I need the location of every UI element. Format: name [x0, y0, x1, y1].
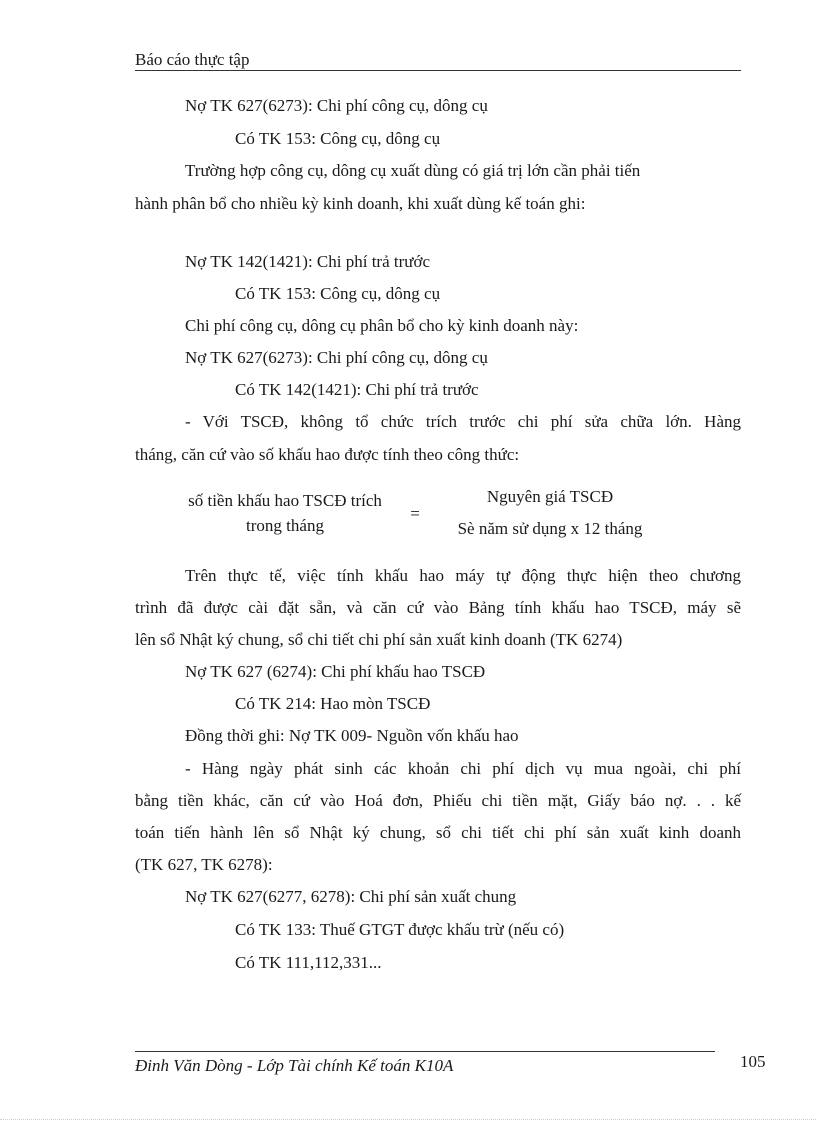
page-header-title: Báo cáo thực tập	[135, 50, 250, 69]
paragraph-line: tháng, căn cứ vào số khấu hao được tính theo công thức:	[135, 445, 520, 464]
paragraph-line: hành phân bổ cho nhiều kỳ kinh doanh, khi xuất dùng kế toán ghi:	[135, 194, 586, 213]
entry-credit-153: Có TK 153: Công cụ, dông cụ	[235, 129, 441, 148]
entry-debit-627-6277-6278: Nợ TK 627(6277, 6278): Chi phí sản xuất chung	[185, 887, 517, 906]
entry-credit-133: Có TK 133: Thuế GTGT được khấu trừ (nếu có)	[235, 920, 565, 939]
entry-credit-111-112-331: Có TK 111,112,331...	[235, 953, 382, 972]
entry-credit-153: Có TK 153: Công cụ, dông cụ	[235, 284, 441, 303]
formula-equals-sign: =	[410, 504, 420, 523]
entry-memo-009: Đồng thời ghi: Nợ TK 009- Nguồn vốn khấu hao	[185, 726, 519, 745]
paragraph-line: Chi phí công cụ, dông cụ phân bổ cho kỳ kinh doanh này:	[185, 316, 579, 335]
formula-denominator: Sè năm sử dụng x 12 tháng	[457, 519, 643, 538]
paragraph-line: - Hàng ngày phát sinh các khoản chi phí dịch vụ mua ngoài, chi phí	[185, 759, 741, 778]
entry-debit-627-6274: Nợ TK 627 (6274): Chi phí khấu hao TSCĐ	[185, 662, 486, 681]
paragraph-line: Trên thực tế, việc tính khấu hao máy tự động thực hiện theo chương	[185, 566, 741, 585]
paragraph-line: bằng tiền khác, căn cứ vào Hoá đơn, Phiếu chi tiền mặt, Giấy báo nợ. . . kế	[135, 791, 741, 810]
formula-numerator: Nguyên giá TSCĐ	[486, 487, 614, 506]
entry-debit-627-6273: Nợ TK 627(6273): Chi phí công cụ, dông cụ	[185, 348, 488, 367]
page-number: 105	[740, 1052, 766, 1071]
formula-left-line: số tiền khấu hao TSCĐ trích	[188, 491, 382, 510]
header-rule	[135, 70, 741, 71]
entry-debit-627-6273: Nợ TK 627(6273): Chi phí công cụ, dông cụ	[185, 96, 488, 115]
entry-debit-142-1421: Nợ TK 142(1421): Chi phí trả trước	[185, 252, 431, 271]
footer-rule	[135, 1051, 715, 1052]
paragraph-line: - Với TSCĐ, không tổ chức trích trước chi phí sửa chữa lớn. Hàng	[185, 412, 741, 431]
paragraph-line: (TK 627, TK 6278):	[135, 855, 273, 874]
page-edge-dotted-line	[0, 1119, 816, 1120]
formula-left-line: trong tháng	[246, 516, 324, 535]
paragraph-line: trình đã được cài đặt sẵn, và căn cứ vào Bảng tính khấu hao TSCĐ, máy sẽ	[135, 598, 741, 617]
entry-credit-214: Có TK 214: Hao mòn TSCĐ	[235, 694, 431, 713]
paragraph-line: toán tiến hành lên sổ Nhật ký chung, sổ chi tiết chi phí sản xuất kinh doanh	[135, 823, 741, 842]
paragraph-line: Trường hợp công cụ, dông cụ xuất dùng có giá trị lớn cần phải tiến	[185, 161, 641, 180]
entry-credit-142-1421: Có TK 142(1421): Chi phí trả trước	[235, 380, 479, 399]
paragraph-line: lên sổ Nhật ký chung, sổ chi tiết chi phí sản xuất kinh doanh (TK 6274)	[135, 630, 623, 649]
footer-author: Đinh Văn Dòng - Lớp Tài chính Kế toán K10A	[135, 1056, 454, 1075]
